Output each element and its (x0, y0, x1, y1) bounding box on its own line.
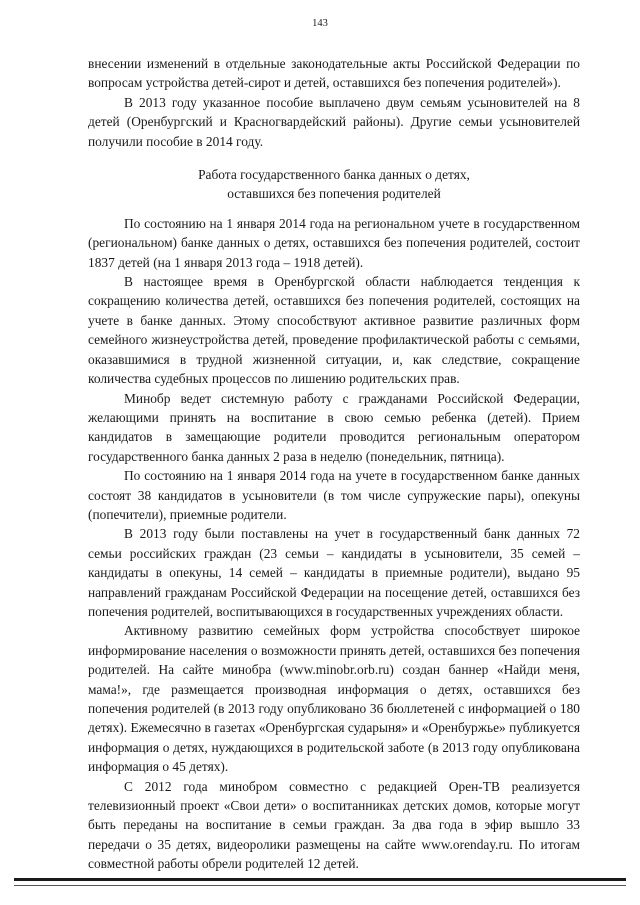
footer-rule (14, 878, 626, 881)
section-heading-line-2: оставшихся без попечения родителей (227, 186, 441, 202)
footer-rule-thin (14, 885, 626, 886)
paragraph-candidates-count: По состоянию на 1 января 2014 года на учете в государственном банке данных состоят 38 кандидатов в усыновители (в том числе супружеские пары), опекуны (попечители), приемные родители. (88, 468, 580, 522)
paragraph-continued: внесении изменений в отдельные законодательные акты Российской Федерации по вопросам устройства детей-сирот и детей, оставшихся без попечения родителей»). (88, 56, 580, 91)
paragraph-allowance: В 2013 году указанное пособие выплачено двум семьям усыновителей на 8 детей (Оренбургский и Красногвардейский районы). Другие семьи усыновителей получили пособие в 2014 году. (88, 94, 580, 149)
section-heading-line-1: Работа государственного банка данных о детях, (198, 167, 470, 183)
document-body (88, 54, 580, 874)
paragraph-trend: В настоящее время в Оренбургской области наблюдается тенденция к сокращению количества детей, оставшихся без попечения родителей, состоящих на учете в банке данных. Этому способствуют активное развитие различных форм семейного жизнеустройства детей, проведение профилактической работы с семьями, оказавшимися в трудной жизненной ситуации, и, как следствие, сокращение количества судебных процессов по лишению родительских прав. (88, 274, 580, 387)
paragraph-public-information: Активному развитию семейных форм устройства способствует широкое информирование населения о возможности принять детей, оставшихся без попечения родителей. На сайте минобра (www.minobr.orb.ru) создан баннер «Найди меня, мама!», где размещается производная информация о детях, оставшихся без попечения родителей (в 2013 году опубликовано 36 бюллетеней с информацией о 180 детях). Ежемесячно в газетах «Оренбургская сударыня» и «Оренбуржье» публикуется информация о детях, нуждающихся в родительской заботе (в 2013 году опубликована информация о 45 детях). (88, 623, 580, 775)
paragraph-tv-project: С 2012 года минобром совместно с редакцией Орен-ТВ реализуется телевизионный проект «Свои дети» о воспитанниках детских домов, которые могут быть переданы на воспитание в семьи граждан. За два года в эфир вышло 33 передачи о 35 детях, видеоролики размещены на сайте www.orenday.ru. По итогам совместной работы обрели родителей 12 детей. (88, 778, 580, 872)
page-number: 143 (312, 18, 328, 29)
paragraph-registry-count: По состоянию на 1 января 2014 года на региональном учете в государственном (региональном) банке данных о детях, оставшихся без попечения родителей, состоит 1837 детей (на 1 января 2013 года – 1918 детей). (88, 215, 580, 270)
section-heading (88, 165, 580, 204)
paragraph-candidates-intake: Минобр ведет системную работу с гражданами Российской Федерации, желающими принять на воспитание в свою семью ребенка (детей). Прием кандидатов в замещающие родители проводится региональным оператором государственного банка данных 2 раза в неделю (понедельник, пятница). (88, 390, 580, 464)
paragraph-2013-registrations: В 2013 году были поставлены на учет в государственный банк данных 72 семьи российских граждан (23 семьи – кандидаты в усыновители, 35 семей – кандидаты в опекуны, 14 семей – кандидаты в приемные родители), выдано 95 направлений гражданам Российской Федерации на посещение детей, оставшихся без попечения родителей, воспитывающихся в государственных учреждениях области. (88, 526, 580, 619)
